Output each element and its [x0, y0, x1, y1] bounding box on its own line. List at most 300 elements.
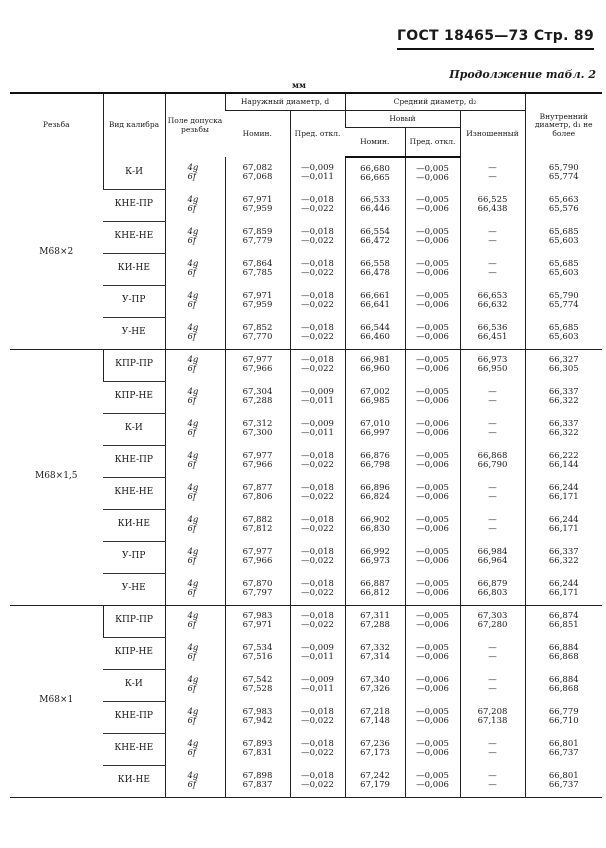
cell-value: —0,005 — [416, 643, 449, 654]
cell-value: 4g — [187, 419, 199, 430]
cell-value: 67,852 — [242, 322, 273, 333]
cell-value: 66,544 — [360, 322, 390, 333]
cell-value: 67,831 — [242, 748, 273, 758]
cell-value: 6f — [187, 684, 197, 694]
cell-value: —0,018 — [301, 451, 334, 462]
outer-nominal-cell — [225, 221, 290, 253]
cell-value: —0,005 — [416, 195, 449, 206]
cell-value: —0,006 — [416, 331, 449, 342]
cell-value: 66,305 — [548, 364, 579, 375]
cell-value: 6f — [187, 300, 197, 310]
tolerance-cell — [165, 253, 225, 285]
inner-diameter-cell — [525, 221, 602, 253]
pitch-nominal-cell — [345, 317, 405, 349]
pitch-deviation-cell — [405, 765, 460, 797]
cell-value: 67,864 — [242, 259, 273, 270]
col-outer-diameter: Наружный диаметр, d — [225, 93, 345, 111]
cell-value: 66,812 — [360, 587, 390, 598]
cell-value: 6f — [187, 716, 197, 726]
cell-value: —0,009 — [301, 675, 334, 686]
pitch-nominal-cell — [345, 253, 405, 285]
cell-value: 67,340 — [360, 675, 390, 686]
cell-value: 65,685 — [548, 227, 579, 238]
cell-value: 66,790 — [477, 460, 508, 470]
cell-value: 67,870 — [242, 578, 273, 589]
inner-diameter-cell — [525, 317, 602, 349]
outer-deviation-cell — [290, 573, 345, 605]
inner-diameter-cell — [525, 605, 602, 637]
cell-value: 66,171 — [548, 587, 579, 598]
cell-value: 65,774 — [548, 300, 579, 310]
cell-value: 67,312 — [242, 419, 273, 430]
worn-cell — [460, 445, 525, 477]
outer-deviation-cell — [290, 253, 345, 285]
cell-value: 66,451 — [477, 331, 508, 342]
outer-nominal-cell — [225, 541, 290, 573]
cell-value: 65,774 — [548, 172, 579, 182]
cell-value: 67,882 — [242, 515, 273, 526]
cell-value: —0,006 — [416, 492, 449, 502]
gauge-type-cell: КНЕ-ПР — [103, 445, 165, 477]
cell-value: 67,966 — [242, 364, 273, 375]
cell-value: —0,011 — [301, 172, 334, 182]
cell-value: 66,981 — [360, 355, 390, 366]
worn-cell — [460, 765, 525, 797]
cell-value: — — [488, 492, 497, 502]
cell-value: 4g — [187, 547, 199, 558]
pitch-deviation-cell — [405, 637, 460, 669]
cell-value: 66,536 — [477, 322, 508, 333]
cell-value: 66,244 — [548, 483, 579, 494]
cell-value: 66,960 — [360, 364, 390, 375]
thread-cell: M68×1,5 — [10, 349, 103, 605]
cell-value: 6f — [187, 524, 197, 534]
pitch-nominal-cell — [345, 573, 405, 605]
outer-deviation-cell — [290, 733, 345, 765]
cell-value: —0,005 — [416, 451, 449, 462]
cell-value: —0,022 — [301, 587, 334, 598]
worn-cell — [460, 701, 525, 733]
cell-value: 66,887 — [360, 578, 390, 589]
cell-value: —0,018 — [301, 259, 334, 270]
pitch-deviation-cell — [405, 573, 460, 605]
cell-value: —0,005 — [416, 707, 449, 718]
cell-value: —0,006 — [416, 620, 449, 631]
gauge-type-cell: КНЕ-НЕ — [103, 477, 165, 509]
cell-value: —0,006 — [416, 675, 449, 686]
cell-value: 6f — [187, 172, 197, 182]
pitch-nominal-cell — [345, 637, 405, 669]
cell-value: 67,959 — [242, 204, 273, 214]
cell-value: — — [488, 172, 497, 182]
inner-diameter-cell — [525, 349, 602, 381]
pitch-nominal-cell — [345, 349, 405, 381]
cell-value: 4g — [187, 227, 199, 238]
cell-value: 66,973 — [360, 556, 390, 566]
tolerance-cell — [165, 445, 225, 477]
table-row — [10, 157, 602, 189]
outer-deviation-cell — [290, 669, 345, 701]
tolerance-cell — [165, 317, 225, 349]
pitch-nominal-cell — [345, 605, 405, 637]
cell-value: 66,992 — [360, 547, 390, 558]
tolerance-cell — [165, 765, 225, 797]
outer-deviation-cell — [290, 637, 345, 669]
cell-value: —0,006 — [416, 460, 449, 470]
outer-deviation-cell — [290, 477, 345, 509]
pitch-deviation-cell — [405, 733, 460, 765]
cell-value: 4g — [187, 739, 199, 750]
cell-value: — — [488, 748, 497, 758]
cell-value: 66,641 — [360, 300, 390, 310]
outer-deviation-cell — [290, 285, 345, 317]
cell-value: 4g — [187, 355, 199, 366]
cell-value: — — [488, 643, 497, 654]
worn-cell — [460, 413, 525, 445]
cell-value: —0,005 — [416, 515, 449, 526]
cell-value: — — [488, 779, 497, 790]
cell-value: 67,959 — [242, 300, 273, 310]
outer-nominal-cell — [225, 573, 290, 605]
tolerance-cell — [165, 605, 225, 637]
cell-value: 66,874 — [548, 611, 579, 622]
cell-value: 67,966 — [242, 556, 273, 566]
cell-value: 4g — [187, 387, 199, 398]
cell-value: 66,144 — [548, 460, 579, 470]
cell-value: — — [488, 428, 497, 438]
cell-value: —0,022 — [301, 620, 334, 631]
pitch-deviation-cell — [405, 317, 460, 349]
inner-diameter-cell — [525, 189, 602, 221]
cell-value: 66,661 — [360, 291, 390, 302]
worn-cell — [460, 189, 525, 221]
cell-value: —0,022 — [301, 460, 334, 470]
cell-value: 67,893 — [242, 739, 273, 750]
cell-value: —0,006 — [416, 556, 449, 566]
worn-cell — [460, 637, 525, 669]
cell-value: 66,896 — [360, 483, 390, 494]
inner-diameter-cell — [525, 413, 602, 445]
pitch-deviation-cell — [405, 157, 460, 189]
cell-value: 66,171 — [548, 492, 579, 502]
cell-value: 66,337 — [548, 387, 579, 398]
cell-value: 66,779 — [548, 707, 579, 718]
inner-diameter-cell — [525, 541, 602, 573]
cell-value: 6f — [187, 428, 197, 438]
cell-value: 67,542 — [242, 675, 273, 686]
cell-value: —0,006 — [416, 524, 449, 534]
cell-value: 6f — [187, 236, 197, 246]
cell-value: 66,460 — [360, 331, 390, 342]
cell-value: 66,554 — [360, 227, 390, 238]
cell-value: 66,322 — [548, 396, 579, 406]
outer-nominal-cell — [225, 189, 290, 221]
cell-value: 67,977 — [242, 355, 273, 366]
cell-value: 67,516 — [242, 652, 273, 662]
pitch-nominal-cell — [345, 445, 405, 477]
table-row — [10, 605, 602, 637]
cell-value: 66,985 — [360, 396, 390, 406]
cell-value: —0,022 — [301, 492, 334, 502]
cell-value: 66,446 — [360, 204, 390, 214]
gauge-type-cell: КНЕ-ПР — [103, 701, 165, 733]
cell-value: —0,006 — [416, 396, 449, 406]
cell-value: — — [488, 483, 497, 494]
cell-value: 4g — [187, 483, 199, 494]
pitch-deviation-cell — [405, 221, 460, 253]
cell-value: —0,011 — [301, 428, 334, 438]
cell-value: 66,884 — [548, 675, 579, 686]
cell-value: —0,005 — [416, 547, 449, 558]
cell-value: —0,022 — [301, 331, 334, 342]
cell-value: 66,478 — [360, 268, 390, 278]
thread-cell: M68×2 — [10, 157, 103, 349]
cell-value: 66,525 — [477, 195, 508, 206]
outer-nominal-cell — [225, 765, 290, 797]
cell-value: 66,533 — [360, 195, 390, 206]
outer-nominal-cell — [225, 253, 290, 285]
cell-value: 4g — [187, 770, 199, 781]
cell-value: 67,082 — [242, 163, 273, 174]
outer-nominal-cell — [225, 413, 290, 445]
cell-value: —0,018 — [301, 707, 334, 718]
cell-value: 4g — [187, 451, 199, 462]
cell-value: 4g — [187, 291, 199, 302]
gauge-type-cell: КПР-ПР — [103, 605, 165, 637]
cell-value: —0,006 — [416, 652, 449, 662]
cell-value: 67,898 — [242, 770, 273, 781]
cell-value: 67,942 — [242, 716, 273, 726]
cell-value: 66,997 — [360, 428, 390, 438]
cell-value: 65,603 — [548, 331, 579, 342]
worn-cell — [460, 349, 525, 381]
cell-value: —0,005 — [416, 259, 449, 270]
gauge-type-cell: У-ПР — [103, 541, 165, 573]
cell-value: 66,798 — [360, 460, 390, 470]
outer-deviation-cell — [290, 189, 345, 221]
cell-value: 66,737 — [548, 779, 579, 790]
cell-value: —0,022 — [301, 236, 334, 246]
inner-diameter-cell — [525, 701, 602, 733]
outer-deviation-cell — [290, 541, 345, 573]
cell-value: 67,300 — [242, 428, 273, 438]
outer-deviation-cell — [290, 317, 345, 349]
outer-nominal-cell — [225, 285, 290, 317]
col-inner-diameter: Внутренний диаметр, d₁ не более — [525, 93, 602, 157]
worn-cell — [460, 477, 525, 509]
col-outer-deviation: Пред. откл. — [290, 111, 345, 158]
worn-cell — [460, 605, 525, 637]
cell-value: 66,680 — [360, 163, 390, 174]
cell-value: 6f — [187, 460, 197, 470]
cell-value: 4g — [187, 515, 199, 526]
col-pitch-nominal: Номин. — [345, 128, 405, 158]
cell-value: 67,280 — [477, 620, 508, 631]
cell-value: —0,009 — [301, 643, 334, 654]
tolerance-cell — [165, 413, 225, 445]
worn-cell — [460, 669, 525, 701]
cell-value: — — [488, 163, 497, 174]
worn-cell — [460, 381, 525, 413]
cell-value: —0,011 — [301, 652, 334, 662]
cell-value: —0,005 — [416, 611, 449, 622]
gauge-type-cell: КИ-НЕ — [103, 253, 165, 285]
cell-value: 67,236 — [360, 739, 390, 750]
cell-value: —0,022 — [301, 779, 334, 790]
cell-value: 67,971 — [242, 620, 273, 631]
cell-value: —0,018 — [301, 578, 334, 589]
cell-value: 6f — [187, 652, 197, 662]
col-tolerance: Поле допуска резьбы — [165, 93, 225, 157]
inner-diameter-cell — [525, 509, 602, 541]
cell-value: —0,006 — [416, 268, 449, 278]
cell-value: 67,859 — [242, 227, 273, 238]
cell-value: 6f — [187, 396, 197, 406]
gauge-type-cell: КНЕ-НЕ — [103, 733, 165, 765]
unit-label: мм — [292, 80, 306, 90]
worn-cell — [460, 285, 525, 317]
cell-value: —0,006 — [416, 300, 449, 310]
cell-value: —0,005 — [416, 483, 449, 494]
cell-value: 67,179 — [360, 779, 390, 790]
cell-value: 66,868 — [548, 652, 579, 662]
pitch-nominal-cell — [345, 285, 405, 317]
cell-value: —0,006 — [416, 779, 449, 790]
cell-value: 4g — [187, 163, 199, 174]
cell-value: —0,006 — [416, 716, 449, 726]
inner-diameter-cell — [525, 157, 602, 189]
cell-value: 66,438 — [477, 204, 508, 214]
outer-nominal-cell — [225, 317, 290, 349]
tolerance-cell — [165, 477, 225, 509]
outer-deviation-cell — [290, 413, 345, 445]
outer-nominal-cell — [225, 733, 290, 765]
cell-value: 66,876 — [360, 451, 390, 462]
worn-cell — [460, 157, 525, 189]
cell-value: 4g — [187, 643, 199, 654]
cell-value: 65,603 — [548, 268, 579, 278]
worn-cell — [460, 317, 525, 349]
outer-deviation-cell — [290, 157, 345, 189]
cell-value: 65,790 — [548, 291, 579, 302]
pitch-nominal-cell — [345, 733, 405, 765]
cell-value: —0,022 — [301, 716, 334, 726]
cell-value: 6f — [187, 268, 197, 278]
cell-value: 67,770 — [242, 331, 273, 342]
inner-diameter-cell — [525, 733, 602, 765]
cell-value: 4g — [187, 259, 199, 270]
pitch-nominal-cell — [345, 765, 405, 797]
cell-value: 66,737 — [548, 748, 579, 758]
cell-value: 67,966 — [242, 460, 273, 470]
worn-cell — [460, 221, 525, 253]
cell-value: 4g — [187, 322, 199, 333]
col-worn: Изношенный — [460, 111, 525, 158]
cell-value: — — [488, 652, 497, 662]
tolerance-cell — [165, 349, 225, 381]
cell-value: 66,964 — [477, 556, 508, 566]
pitch-nominal-cell — [345, 477, 405, 509]
pitch-deviation-cell — [405, 413, 460, 445]
cell-value: —0,009 — [301, 163, 334, 174]
worn-cell — [460, 733, 525, 765]
cell-value: 67,242 — [360, 770, 390, 781]
cell-value: 67,779 — [242, 236, 273, 246]
inner-diameter-cell — [525, 765, 602, 797]
pitch-deviation-cell — [405, 349, 460, 381]
cell-value: — — [488, 684, 497, 694]
cell-value: 67,311 — [360, 611, 390, 622]
cell-value: 67,332 — [360, 643, 390, 654]
pitch-deviation-cell — [405, 541, 460, 573]
cell-value: 65,790 — [548, 163, 579, 174]
outer-nominal-cell — [225, 605, 290, 637]
gauge-type-cell: К-И — [103, 413, 165, 445]
outer-deviation-cell — [290, 701, 345, 733]
outer-nominal-cell — [225, 669, 290, 701]
col-thread: Резьба — [10, 93, 103, 157]
cell-value: — — [488, 387, 497, 398]
cell-value: 67,208 — [477, 707, 508, 718]
pitch-nominal-cell — [345, 413, 405, 445]
cell-value: — — [488, 396, 497, 406]
worn-cell — [460, 509, 525, 541]
inner-diameter-cell — [525, 253, 602, 285]
cell-value: 66,973 — [477, 355, 508, 366]
pitch-nominal-cell — [345, 701, 405, 733]
outer-nominal-cell — [225, 509, 290, 541]
cell-value: 4g — [187, 675, 199, 686]
cell-value: 67,303 — [477, 611, 508, 622]
cell-value: 66,322 — [548, 428, 579, 438]
cell-value: 4g — [187, 707, 199, 718]
cell-value: —0,006 — [416, 172, 449, 183]
outer-deviation-cell — [290, 445, 345, 477]
gauge-type-cell: К-И — [103, 157, 165, 189]
cell-value: 65,685 — [548, 259, 579, 270]
cell-value: 66,337 — [548, 547, 579, 558]
cell-value: 66,884 — [548, 643, 579, 654]
tolerance-cell — [165, 733, 225, 765]
gauge-type-cell: КПР-НЕ — [103, 637, 165, 669]
cell-value: 6f — [187, 748, 197, 758]
cell-value: 66,803 — [477, 587, 508, 598]
cell-value: 6f — [187, 492, 197, 502]
cell-value: 66,653 — [477, 291, 508, 302]
cell-value: 67,797 — [242, 587, 273, 598]
tolerance-cell — [165, 285, 225, 317]
cell-value: 6f — [187, 556, 197, 566]
cell-value: —0,006 — [416, 587, 449, 598]
cell-value: —0,005 — [416, 291, 449, 302]
cell-value: —0,005 — [416, 578, 449, 589]
col-outer-nominal: Номин. — [242, 128, 272, 138]
cell-value: — — [488, 268, 497, 278]
thread-gauge-table — [10, 92, 602, 798]
cell-value: 66,710 — [548, 716, 579, 726]
cell-value: — — [488, 419, 497, 430]
inner-diameter-cell — [525, 637, 602, 669]
cell-value: 4g — [187, 611, 199, 622]
cell-value: 66,327 — [548, 355, 579, 366]
outer-deviation-cell — [290, 605, 345, 637]
cell-value: — — [488, 227, 497, 238]
pitch-deviation-cell — [405, 253, 460, 285]
cell-value: —0,011 — [301, 684, 334, 694]
worn-cell — [460, 253, 525, 285]
cell-value: —0,018 — [301, 515, 334, 526]
cell-value: —0,005 — [416, 322, 449, 333]
